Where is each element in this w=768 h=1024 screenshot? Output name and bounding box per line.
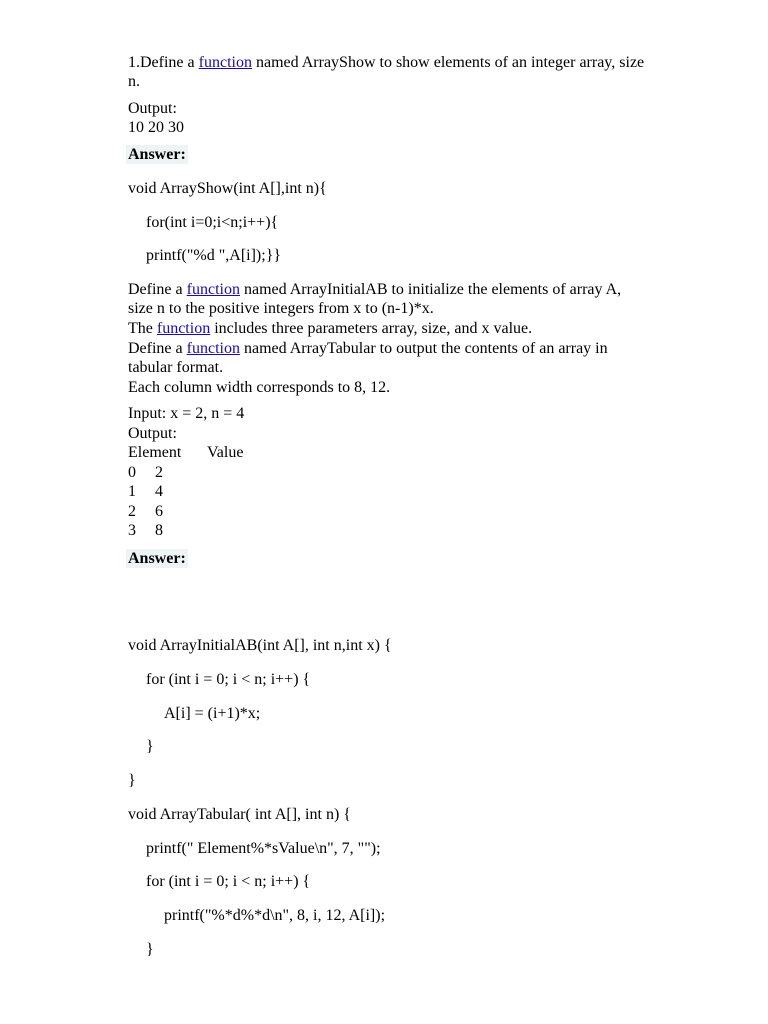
- code-line: for (int i = 0; i < n; i++) {: [146, 873, 311, 890]
- code-line: }: [146, 941, 154, 958]
- answer-label: Answer:: [128, 550, 186, 567]
- q2-output-label: Output:: [128, 425, 177, 442]
- table-cell: 2: [155, 464, 163, 481]
- q2-paragraph-1: Define a function named ArrayInitialAB to initialize the elements of array A,: [128, 281, 622, 298]
- function-link[interactable]: function: [186, 340, 240, 357]
- code-line: for (int i = 0; i < n; i++) {: [146, 671, 311, 688]
- code-line: void ArrayShow(int A[],int n){: [128, 180, 327, 197]
- function-link[interactable]: function: [186, 281, 240, 298]
- code-line: A[i] = (i+1)*x;: [164, 705, 261, 722]
- q2-paragraph-2: The function includes three parameters array, size, and x value.: [128, 320, 533, 337]
- code-line: void ArrayInitialAB(int A[], int n,int x) {: [128, 637, 392, 654]
- table-cell: 3: [128, 522, 136, 539]
- code-line: printf("%*d%*d\n", 8, i, 12, A[i]);: [164, 907, 386, 924]
- table-cell: 0: [128, 464, 136, 481]
- code-line: }: [146, 738, 154, 755]
- q1-output-label: Output:: [128, 100, 177, 117]
- table-cell: 1: [128, 483, 136, 500]
- q1-line2: n.: [128, 73, 140, 90]
- q2-paragraph-3-line2: tabular format.: [128, 359, 224, 376]
- q1-line1: 1.Define a function named ArrayShow to show elements of an integer array, size: [128, 54, 645, 71]
- code-line: for(int i=0;i<n;i++){: [146, 214, 279, 231]
- q1-output-value: 10 20 30: [128, 119, 184, 136]
- table-header-value: Value: [207, 444, 244, 461]
- code-line: printf("%d ",A[i]);}}: [146, 247, 282, 264]
- q2-paragraph-4: Each column width corresponds to 8, 12.: [128, 379, 391, 396]
- table-cell: 4: [155, 483, 163, 500]
- table-header-element: Element: [128, 444, 182, 461]
- code-line: }: [128, 772, 136, 789]
- function-link[interactable]: function: [156, 320, 211, 337]
- answer-label: Answer:: [128, 146, 186, 163]
- code-line: printf(" Element%*sValue\n", 7, "");: [146, 840, 381, 857]
- q2-paragraph-1-line2: size n to the positive integers from x to (n-1)*x.: [128, 300, 434, 317]
- function-link[interactable]: function: [198, 54, 252, 71]
- code-line: void ArrayTabular( int A[], int n) {: [128, 806, 351, 823]
- table-cell: 6: [155, 503, 163, 520]
- table-cell: 8: [155, 522, 163, 539]
- q2-paragraph-3: Define a function named ArrayTabular to output the contents of an array in: [128, 340, 608, 357]
- table-cell: 2: [128, 503, 136, 520]
- q2-input: Input: x = 2, n = 4: [128, 405, 245, 422]
